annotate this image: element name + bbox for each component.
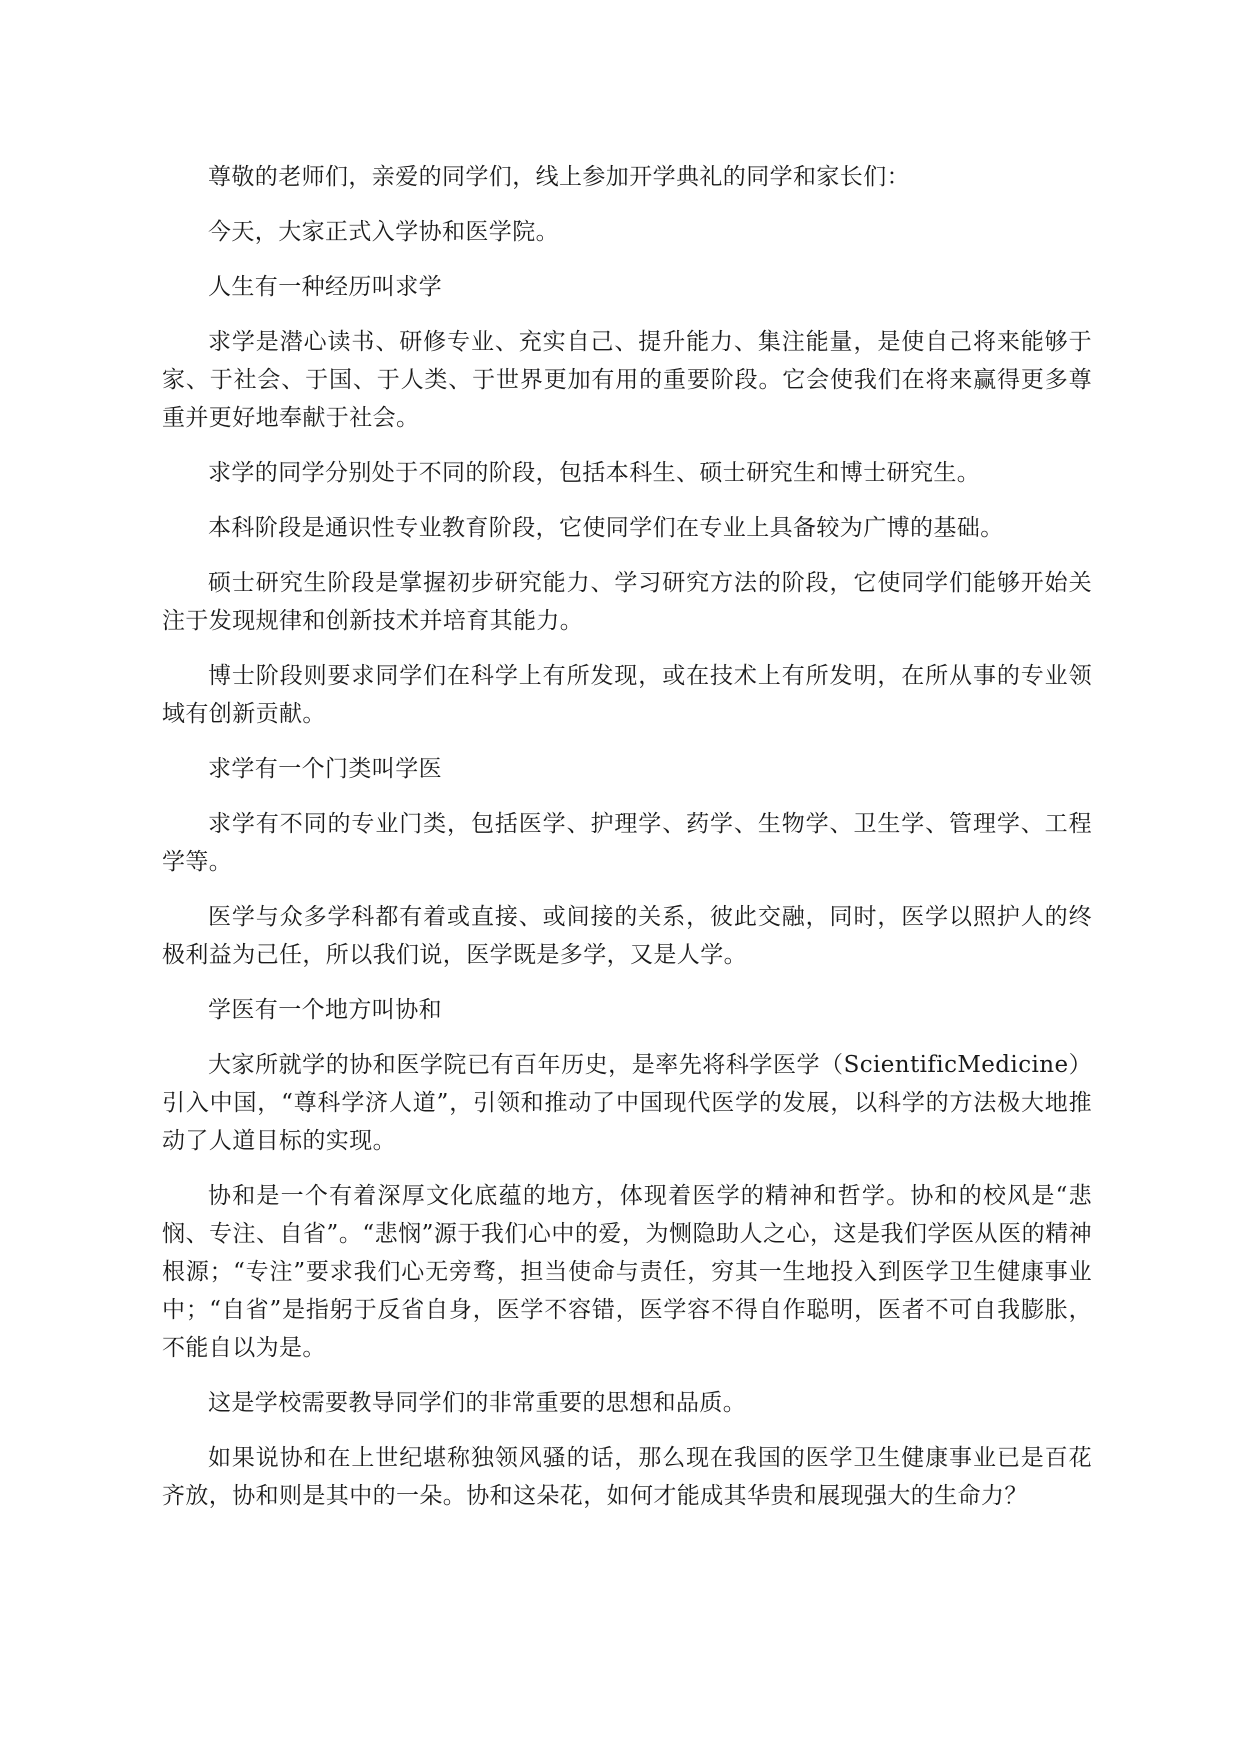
paragraph: 大家所就学的协和医学院已有百年历史，是率先将科学医学（ScientificMedicine）引入中国，“尊科学济人道”，引领和推动了中国现代医学的发展，以科学的方法极大地推动了人道目标的实现。 bbox=[162, 1052, 1092, 1154]
paragraph: 这是学校需要教导同学们的非常重要的思想和品质。 bbox=[208, 1390, 747, 1416]
paragraph: 本科阶段是通识性专业教育阶段，它使同学们在专业上具备较为广博的基础。 bbox=[208, 515, 1004, 541]
document-body bbox=[162, 158, 1092, 1532]
paragraph: 求学的同学分别处于不同的阶段，包括本科生、硕士研究生和博士研究生。 bbox=[208, 460, 981, 486]
paragraph: 硕士研究生阶段是掌握初步研究能力、学习研究方法的阶段，它使同学们能够开始关注于发现规律和创新技术并培育其能力。 bbox=[162, 570, 1092, 634]
paragraph: 如果说协和在上世纪堪称独领风骚的话，那么现在我国的医学卫生健康事业已是百花齐放，协和则是其中的一朵。协和这朵花，如何才能成其华贵和展现强大的生命力？ bbox=[162, 1445, 1092, 1509]
section-heading: 学医有一个地方叫协和 bbox=[208, 997, 442, 1023]
paragraph: 博士阶段则要求同学们在科学上有所发现，或在技术上有所发明，在所从事的专业领域有创新贡献。 bbox=[162, 663, 1092, 727]
paragraph: 医学与众多学科都有着或直接、或间接的关系，彼此交融，同时，医学以照护人的终极利益为己任，所以我们说，医学既是多学，又是人学。 bbox=[162, 904, 1092, 968]
section-heading: 求学有一个门类叫学医 bbox=[208, 756, 442, 782]
paragraph: 求学有不同的专业门类，包括医学、护理学、药学、生物学、卫生学、管理学、工程学等。 bbox=[162, 811, 1092, 875]
paragraph: 今天，大家正式入学协和医学院。 bbox=[208, 219, 559, 245]
paragraph: 协和是一个有着深厚文化底蕴的地方，体现着医学的精神和哲学。协和的校风是“悲悯、专注、自省”。“悲悯”源于我们心中的爱，为恻隐助人之心，这是我们学医从医的精神根源；“专注”要求我们心无旁骛，担当使命与责任，穷其一生地投入到医学卫生健康事业中；“自省”是指躬于反省自身，医学不容错，医学容不得自作聪明，医者不可自我膨胀，不能自以为是。 bbox=[162, 1183, 1092, 1361]
paragraph: 求学是潜心读书、研修专业、充实自己、提升能力、集注能量，是使自己将来能够于家、于社会、于国、于人类、于世界更加有用的重要阶段。它会使我们在将来赢得更多尊重并更好地奉献于社会。 bbox=[162, 329, 1092, 431]
salutation: 尊敬的老师们，亲爱的同学们，线上参加开学典礼的同学和家长们： bbox=[208, 164, 910, 190]
section-heading: 人生有一种经历叫求学 bbox=[208, 274, 442, 300]
